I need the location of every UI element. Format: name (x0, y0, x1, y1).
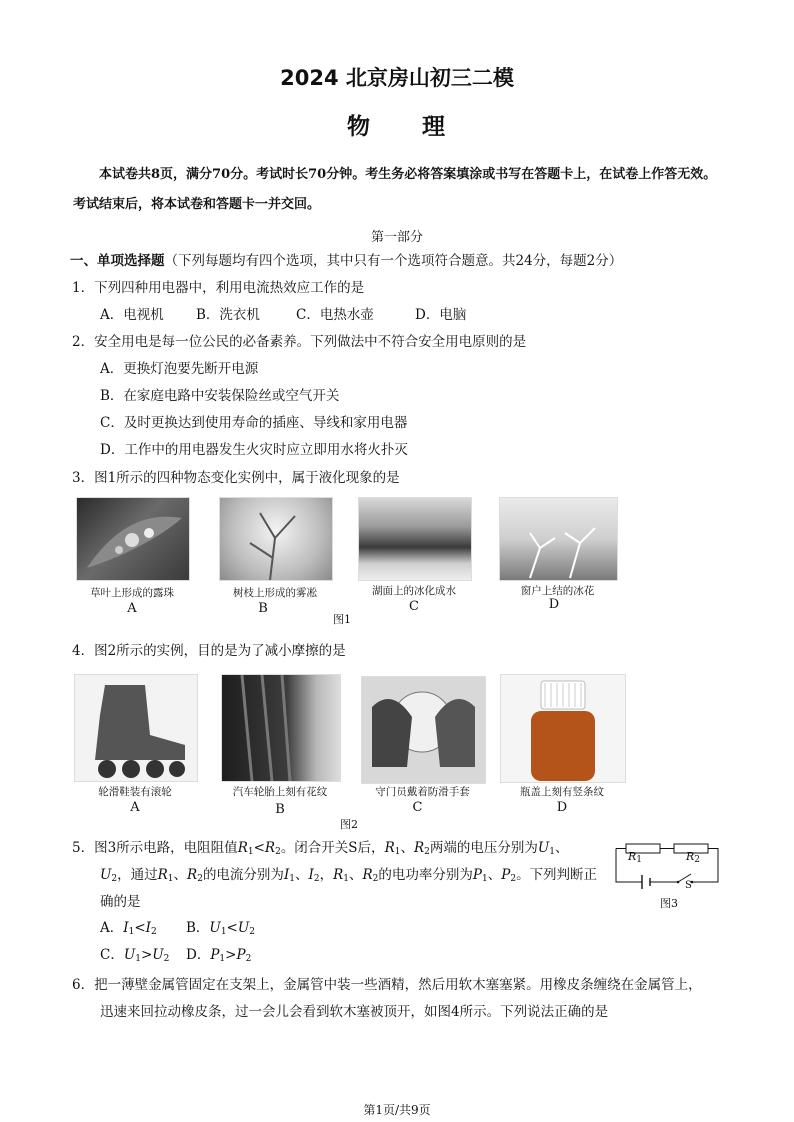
figure-2-label: 图2 (340, 818, 358, 831)
circuit-label-switch: S (685, 880, 692, 891)
q4-letter-c: C (412, 800, 423, 815)
question-2-stem: 2．安全用电是每一位公民的必备素养。下列做法中不符合安全用电原则的是 (72, 334, 527, 350)
q4-caption-a: 轮滑鞋装有滚轮 (98, 786, 172, 798)
figure-3-label: 图3 (660, 897, 678, 910)
q1-option-d: D．电脑 (415, 307, 467, 323)
frost-pattern (500, 498, 617, 580)
q3-caption-c: 湖面上的冰化成水 (372, 585, 456, 597)
roller-skate-photo (74, 674, 198, 782)
section-heading (70, 252, 622, 270)
circuit-wires (612, 840, 722, 890)
q4-letter-a: A (130, 800, 140, 815)
q3-letter-b: B (258, 601, 268, 616)
exam-instructions: 本试卷共8页，满分70分。考试时长70分钟。考生务必将答案填涂或书写在答题卡上，在试卷上作答无效。考试结束后，将本试卷和答题卡一并交回。 (73, 167, 717, 212)
gloves-illustration (362, 677, 485, 783)
exam-title: 2024 北京房山初三二模 (280, 66, 514, 90)
q2-option-a: A．更换灯泡要先断开电源 (100, 361, 259, 377)
question-5-line-1: 5．图3所示电路，电阻阻值$R_1<R_2$。闭合开关S后，$R_1$、$R_2$两端的电压分别为$U_1$、 (72, 840, 569, 857)
section-title: 一、单项选择题 (70, 253, 165, 269)
section-note: （下列每题均有四个选项，其中只有一个选项符合题意。共24分，每题2分） (164, 253, 623, 269)
q5-option-c: C．$U_1>U_2$ (100, 947, 170, 964)
q4-caption-d: 瓶盖上刻有竖条纹 (520, 786, 604, 798)
q4-letter-d: D (556, 800, 568, 815)
q1-option-c: C．电热水壶 (296, 307, 374, 323)
q5-option-b: B．$U_1<U_2$ (186, 920, 255, 937)
melting-lake-photo (358, 497, 472, 581)
q3-letter-c: C (409, 599, 419, 614)
roller-skate-illustration (75, 675, 197, 781)
question-3-stem: 3．图1所示的四种物态变化实例中，属于液化现象的是 (72, 470, 400, 486)
q5-option-d: D．$P_1>P_2$ (186, 947, 252, 964)
car-tire-photo (221, 674, 341, 782)
q3-letter-d: D (548, 597, 560, 612)
dew-drops-illustration (77, 498, 189, 580)
part-heading: 第一部分 (370, 230, 423, 245)
circuit-label-r1: $R_1$ (628, 850, 643, 865)
q4-caption-b: 汽车轮胎上刻有花纹 (232, 786, 328, 798)
q3-caption-d: 窗户上结的冰花 (520, 585, 595, 597)
subject-title: 物 理 (347, 114, 447, 140)
rime-photo (219, 497, 333, 581)
q2-option-d: D．工作中的用电器发生火灾时应立即用水将火扑灭 (100, 442, 408, 458)
question-5-line-2: $U_2$，通过$R_1$、$R_2$的电流分别为$I_1$、$I_2$，$R_1$、$R_2$的电功率分别为$P_1$、$P_2$。下列判断正 (100, 867, 598, 884)
q2-option-b: B．在家庭电路中安装保险丝或空气开关 (100, 388, 340, 404)
tire-tread-pattern (222, 675, 340, 781)
bottle-cap-photo (500, 674, 626, 783)
q1-option-b: B．洗衣机 (196, 307, 260, 323)
question-4-stem: 4．图2所示的实例，目的是为了减小摩擦的是 (72, 643, 346, 659)
bottle-illustration (501, 675, 625, 782)
question-5-line-3: 确的是 (100, 894, 141, 910)
q3-letter-a: A (127, 601, 137, 616)
circuit-diagram (612, 840, 722, 910)
goalkeeper-gloves-photo (361, 676, 486, 784)
question-6-line-1: 6．把一薄壁金属管固定在支架上，金属管中装一些酒精，然后用软木塞塞紧。用橡皮条缠绕在金属管上， (72, 977, 702, 993)
q1-option-a: A．电视机 (100, 307, 164, 323)
page-footer: 第1页/共9页 (363, 1103, 431, 1117)
q4-caption-c: 守门员戴着防滑手套 (375, 786, 470, 798)
frost-flower-photo (499, 497, 618, 581)
question-6-line-2: 迅速来回拉动橡皮条，过一会儿会看到软木塞被顶开，如图4所示。下列说法正确的是 (100, 1004, 609, 1020)
q3-caption-b: 树枝上形成的雾凇 (233, 587, 317, 599)
q3-caption-a: 草叶上形成的露珠 (90, 587, 174, 599)
q5-option-a: A．$I_1<I_2$ (100, 920, 157, 937)
dew-drops-photo (76, 497, 190, 581)
q4-letter-b: B (275, 802, 285, 817)
circuit-label-r2: $R_2$ (686, 850, 701, 865)
question-1-stem: 1．下列四种用电器中，利用电流热效应工作的是 (72, 280, 365, 296)
q2-option-c: C．及时更换达到使用寿命的插座、导线和家用电器 (100, 415, 408, 431)
figure-1-label: 图1 (333, 613, 351, 626)
rime-branches (220, 498, 332, 580)
battery-symbol (642, 875, 650, 889)
